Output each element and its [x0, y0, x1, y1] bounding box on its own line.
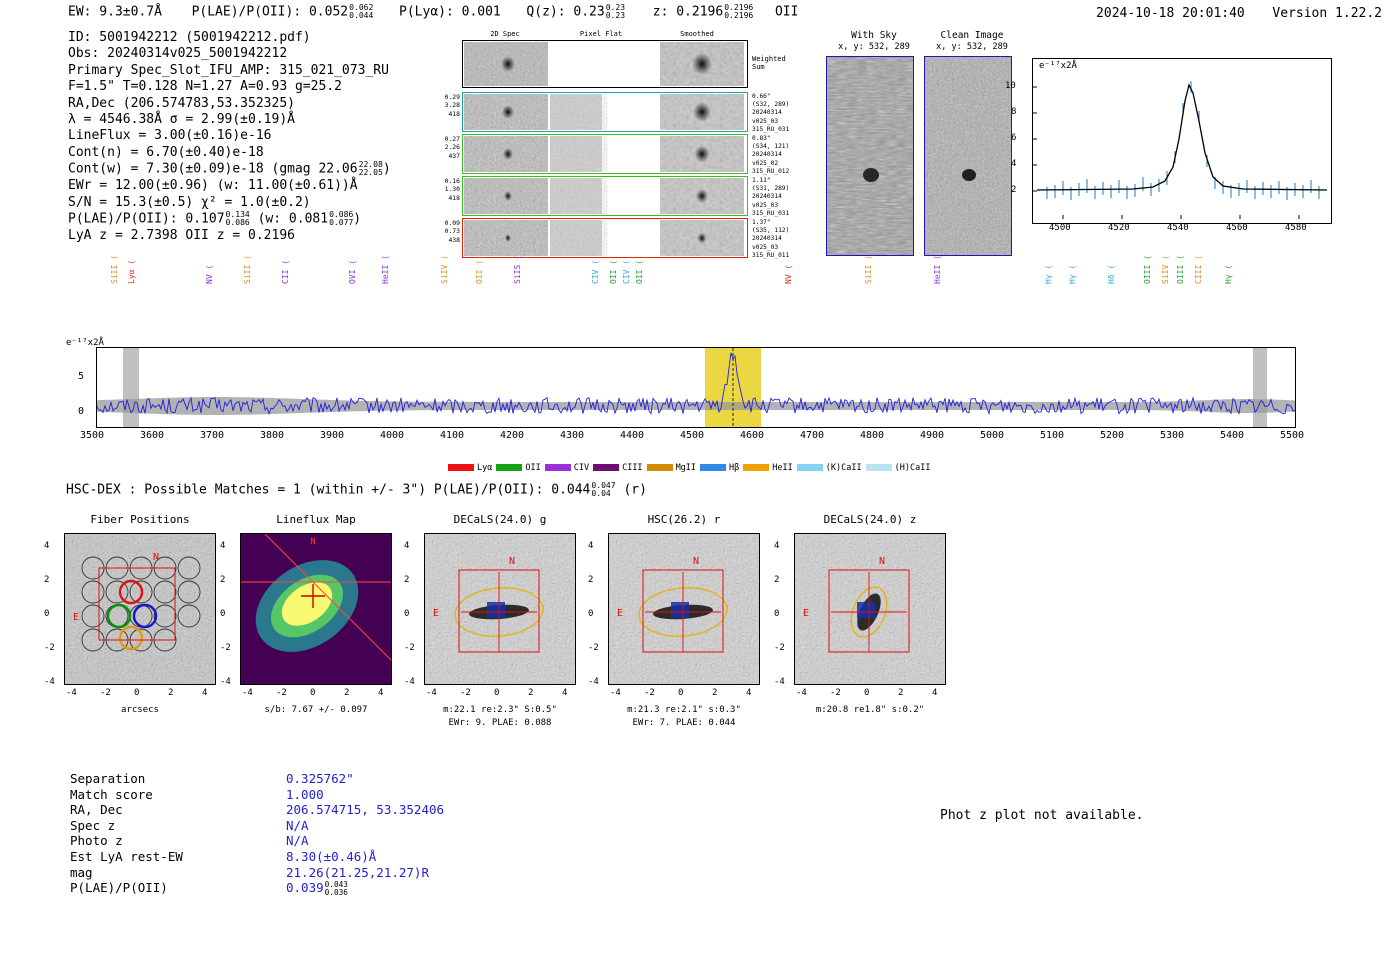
info-ewr: EWr = 12.00(±0.96) (w: 11.00(±0.61))Å [68, 178, 358, 194]
header-plae-poii: P(LAE)/P(OII): 0.052 [191, 4, 349, 20]
full-spectrum-plot [96, 347, 1296, 428]
imaging-panel-3-ytick-1: 2 [588, 575, 594, 585]
fullspec-xtick-3700: 3700 [200, 430, 225, 441]
zoomplot-xtick-4540: 4540 [1167, 223, 1189, 233]
match-detail-value-4: N/A [286, 833, 309, 849]
imaging-panel-1-title: Lineflux Map [276, 513, 356, 526]
legend-label-OII: OII [525, 463, 541, 473]
imaging-panel-0-ytick-0: 4 [44, 541, 50, 551]
imaging-panel-0 [44, 513, 216, 715]
zoomplot-ytick-8: 8 [1011, 107, 1017, 117]
match-details-table [70, 771, 444, 897]
header-plya: P(Lyα): 0.001 [399, 4, 501, 20]
emission-line-labels [96, 255, 1296, 347]
zoomplot-xtick-4580: 4580 [1285, 223, 1307, 233]
fullspec-xtick-4600: 4600 [740, 430, 765, 441]
fullspec-xtick-5100: 5100 [1040, 430, 1065, 441]
legend-item-Hβ [700, 463, 739, 473]
line-label-3: SiII ( [243, 255, 252, 284]
imaging-panel-2-title: DECaLS(24.0) g [453, 513, 547, 526]
line-label-0: SiII ( [110, 255, 120, 284]
summed-2dspec-image [464, 42, 548, 86]
imaging-panel-3-xtick-1: -2 [644, 688, 655, 698]
legend-item-CIII [593, 463, 642, 473]
match-detail-key-2: RA, Dec [70, 802, 123, 818]
fiber-row-3-pixelflat [550, 178, 658, 214]
match-detail-row [70, 802, 444, 818]
header-version: Version 1.22.2 [1272, 6, 1382, 21]
fullspec-xtick-4400: 4400 [620, 430, 645, 441]
zoomplot-ytick-4: 4 [1011, 159, 1017, 169]
fiber-row-2-smoothed [660, 136, 744, 172]
zoomplot-xtick-4520: 4520 [1108, 223, 1130, 233]
imaging-panel-2-ytick-2: 0 [404, 609, 410, 619]
line-label-4: CII ( [281, 259, 291, 284]
svg-text:N: N [693, 556, 700, 567]
fiber-row-1-2dspec [464, 94, 548, 130]
fiber-row-3-right-labels: 1.11" (S31, 289) 20240314 v025_03 315_RU_031 [752, 177, 790, 217]
imaging-panel-1 [220, 513, 392, 715]
imaging-panel-4-ytick-1: 2 [774, 575, 780, 585]
fullspec-xticks [80, 430, 1305, 446]
fiber-row-2-left-labels: 0.27 2.26 437 [444, 135, 460, 160]
imaging-panel-2 [404, 513, 576, 728]
legend-swatch-HeII [743, 464, 769, 471]
svg-text:N: N [310, 537, 316, 547]
legend-item-HeII [743, 463, 792, 473]
imaging-panel-1-ytick-1: 2 [220, 575, 226, 585]
svg-text:E: E [803, 608, 810, 619]
match-detail-key-0: Separation [70, 771, 146, 786]
line-label-6: HeII ( [381, 255, 390, 284]
legend-label-(K)CaII: (K)CaII [825, 463, 862, 473]
line-label-24: Hγ ( [1224, 264, 1233, 284]
header-ew: EW: 9.3±0.7Å [68, 4, 162, 20]
legend-label-Hβ: Hβ [729, 463, 740, 473]
line-label-7: SiIV ( [439, 255, 449, 284]
imaging-panel-1-ytick-3: -2 [220, 643, 231, 653]
fullspec-xtick-5200: 5200 [1100, 430, 1125, 441]
header-zline: OII [774, 4, 799, 20]
imaging-panel-3-ytick-3: -2 [588, 643, 599, 653]
imaging-panel-4-ytick-2: 0 [774, 609, 780, 619]
imaging-panel-4-image [794, 533, 946, 685]
imaging-panel-0-xtick-2: 0 [134, 688, 140, 698]
imaging-panel-4 [774, 513, 946, 715]
imaging-panel-1-image [240, 533, 392, 685]
imaging-panel-4-caption-1: m:20.8 re1.8" s:0.2" [815, 705, 925, 715]
imaging-panel-0-ytick-2: 0 [44, 609, 50, 619]
imaging-panel-0-ytick-1: 2 [44, 575, 50, 585]
svg-text:N: N [509, 556, 516, 567]
match-detail-row [70, 771, 444, 787]
legend-swatch-Lyα [448, 464, 474, 471]
legend-label-(H)CaII: (H)CaII [894, 463, 931, 473]
header-summary-line: EW: 9.3±0.7Å P(LAE)/P(OII): 0.0520.062 0.044 P(Lyα): 0.001 Q(z): 0.230.23 0.23 z: 0.21960.2196 0.2196 OII [68, 3, 799, 21]
weighted-sum-label: Weighted Sum [752, 55, 786, 71]
imaging-panel-2-ytick-3: -2 [404, 643, 415, 653]
legend-item-(H)CaII [866, 463, 931, 473]
imaging-panel-2-image [424, 533, 576, 685]
line-label-14: NV ( [784, 264, 794, 284]
imaging-panel-3-ytick-4: -4 [588, 677, 599, 687]
info-lineflux: LineFlux = 3.00(±0.16)e-16 [68, 128, 272, 144]
match-detail-key-5: Est LyA rest-EW [70, 848, 183, 864]
2d-spectra-panel [444, 30, 790, 259]
line-label-23: CIII ( [1194, 255, 1203, 284]
fullspec-xtick-5300: 5300 [1160, 430, 1185, 441]
imaging-panel-1-xtick-0: -4 [242, 688, 253, 698]
info-plae: P(LAE)/P(OII): 0.1070.134 0.086 (w: 0.0810.086 0.077) [68, 210, 362, 228]
imaging-panel-3-xtick-4: 4 [746, 688, 752, 698]
imaging-panel-row [0, 505, 1400, 728]
legend-swatch-(H)CaII [866, 464, 892, 471]
match-detail-value-1: 1.000 [286, 786, 324, 802]
match-detail-value-7: 0.039 [286, 880, 324, 896]
imaging-panel-2-ytick-1: 2 [404, 575, 410, 585]
imaging-panel-4-title: DECaLS(24.0) z [823, 513, 917, 526]
legend-label-CIII: CIII [622, 463, 643, 473]
line-label-19: Hδ ( [1107, 264, 1116, 284]
imaging-panel-0-xtick-0: -4 [66, 688, 77, 698]
imaging-panel-4-xtick-4: 4 [932, 688, 938, 698]
imaging-panel-2-xtick-1: -2 [460, 688, 471, 698]
svg-text:E: E [73, 612, 80, 623]
imaging-panel-0-image [64, 533, 216, 685]
imaging-panel-3-ytick-2: 0 [588, 609, 594, 619]
info-slot: Primary Spec_Slot_IFU_AMP: 315_021_073_RU [68, 62, 389, 78]
imaging-panel-1-xtick-2: 0 [310, 688, 316, 698]
fiber-row-1-smoothed [660, 94, 744, 130]
fullspec-xtick-4200: 4200 [500, 430, 525, 441]
imaging-panel-2-xtick-3: 2 [528, 688, 534, 698]
fullspec-yunit: e⁻¹⁷x2Å [66, 338, 104, 348]
legend-item-MgII [647, 463, 696, 473]
imaging-panel-4-xtick-1: -2 [830, 688, 841, 698]
fullspec-xtick-5400: 5400 [1220, 430, 1245, 441]
info-snr: S/N = 15.3(±0.5) χ² = 1.0(±0.2) [68, 194, 311, 210]
fullspec-xtick-4300: 4300 [560, 430, 585, 441]
info-lambda-sigma: λ = 4546.38Å σ = 2.99(±0.19)Å [68, 112, 295, 128]
legend-item-CIV [545, 463, 589, 473]
fiber-row-2-right-labels: 0.83" (S34, 121) 20240314 v025_02 315_RU_012 [752, 135, 790, 175]
imaging-panel-1-xtick-1: -2 [276, 688, 287, 698]
col-title-pixelflat: Pixel Flat [579, 30, 623, 38]
line-label-18: Hγ ( [1068, 264, 1077, 284]
header-qz: Q(z): 0.23 [526, 4, 605, 20]
zoomplot-ytick-2: 2 [1011, 185, 1017, 195]
cutout-clean-sub: x, y: 532, 289 [936, 42, 1008, 52]
line-label-22: OIII ( [1176, 255, 1185, 284]
info-obs: Obs: 20240314v025_5001942212 [68, 46, 288, 62]
svg-text:N: N [153, 552, 160, 563]
imaging-panel-3-image [608, 533, 760, 685]
info-id: ID: 5001942212 (5001942212.pdf) [68, 30, 311, 45]
imaging-panel-1-ytick-2: 0 [220, 609, 226, 619]
info-fwhm: F=1.5" T=0.128 N=1.27 A=0.93 g=25.2 [68, 79, 342, 95]
cutout-with-sky-sub: x, y: 532, 289 [838, 42, 910, 52]
col-title-smoothed: Smoothed [680, 30, 714, 38]
zoomplot-ytick-6: 6 [1011, 133, 1017, 143]
fiber-row-2-pixelflat [550, 136, 658, 172]
match-detail-value-5: 8.30(±0.46)Å [286, 848, 377, 864]
zoomplot-xtick-4500: 4500 [1049, 223, 1071, 233]
svg-text:E: E [617, 608, 624, 619]
match-detail-key-1: Match score [70, 786, 153, 802]
legend-swatch-CIII [593, 464, 619, 471]
imaging-panel-3-xtick-3: 2 [712, 688, 718, 698]
imaging-panel-2-caption-2: EWr: 9. PLAE: 0.088 [448, 718, 552, 728]
summed-smoothed-image [660, 42, 744, 86]
legend-item-(K)CaII [797, 463, 862, 473]
legend-label-CIV: CIV [573, 463, 590, 473]
legend-label-MgII: MgII [675, 463, 697, 473]
fullspec-xtick-4500: 4500 [680, 430, 705, 441]
match-detail-row [70, 849, 444, 865]
fiber-row-4-pixelflat [550, 220, 658, 256]
fullspec-xtick-3500: 3500 [80, 430, 105, 441]
fullspec-xtick-5000: 5000 [980, 430, 1005, 441]
legend-item-Lyα [448, 463, 492, 473]
match-detail-value-2: 206.574715, 53.352406 [286, 802, 445, 818]
match-detail-value-3: N/A [286, 817, 309, 833]
fullspec-xtick-4800: 4800 [860, 430, 885, 441]
fiber-row-4-right-labels: 1.37" (S35, 112) 20240314 v025_03 315_RU_011 [752, 219, 790, 259]
match-detail-key-6: mag [70, 864, 93, 880]
legend-label-Lyα: Lyα [477, 463, 493, 473]
fullspec-xtick-4100: 4100 [440, 430, 465, 441]
fullspec-xtick-3800: 3800 [260, 430, 285, 441]
imaging-panel-3-title: HSC(26.2) r [647, 513, 721, 526]
match-detail-key-7: P(LAE)/P(OII) [70, 880, 168, 896]
header-datetime-version [1096, 6, 1382, 21]
imaging-panel-2-caption-1: m:22.1 re:2.3" S:0.5" [443, 705, 557, 715]
legend-swatch-OII [496, 464, 522, 471]
match-detail-row: P(LAE)/P(OII) 0.0390.043 0.036 [70, 879, 348, 897]
fiber-row-1-left-labels: 0.29 3.28 418 [444, 93, 460, 118]
fullspec-xtick-3900: 3900 [320, 430, 345, 441]
zoomplot-ytick-10: 10 [1005, 81, 1016, 91]
spectrum-legend [448, 455, 934, 474]
imaging-panel-4-xtick-3: 2 [898, 688, 904, 698]
fiber-row-3-2dspec [464, 178, 548, 214]
imaging-panel-1-caption-1: s/b: 7.67 +/- 0.097 [264, 705, 368, 715]
cutout-with-sky-title: With Sky [851, 30, 897, 41]
emission-line-zoom-plot [1005, 58, 1332, 233]
line-label-1: Lyα ( [126, 259, 136, 284]
zoomplot-yunit: e⁻¹⁷x2Å [1039, 61, 1077, 71]
imaging-panel-3-caption-1: m:21.3 re:2.1" s:0.3" [627, 705, 741, 715]
fiber-row-2-2dspec [464, 136, 548, 172]
line-label-12: CIV ( [622, 259, 632, 284]
match-detail-key-4: Photo z [70, 833, 123, 849]
imaging-panel-2-ytick-4: -4 [404, 677, 415, 687]
legend-label-HeII: HeII [772, 463, 793, 473]
line-label-20: OIII ( [1143, 255, 1152, 284]
imaging-panel-1-xtick-3: 2 [344, 688, 350, 698]
imaging-panel-0-title: Fiber Positions [90, 513, 190, 526]
fiber-row-3-smoothed [660, 178, 744, 214]
info-cont-w: Cont(w) = 7.30(±0.09)e-18 (gmag 22.0622.08 22.05) [68, 160, 391, 178]
legend-swatch-(K)CaII [797, 464, 823, 471]
imaging-panel-4-ytick-3: -2 [774, 643, 785, 653]
fiber-row-4-2dspec [464, 220, 548, 256]
imaging-panel-2-xtick-0: -4 [426, 688, 437, 698]
imaging-panel-0-xtick-1: -2 [100, 688, 111, 698]
line-label-15: SiII ( [864, 255, 873, 284]
line-label-2: NV ( [205, 264, 215, 284]
svg-text:N: N [879, 556, 886, 567]
col-title-2dspec: 2D Spec [490, 30, 520, 38]
fullspec-xtick-4700: 4700 [800, 430, 825, 441]
info-redshifts: LyA z = 2.7398 OII z = 0.2196 [68, 228, 295, 244]
fiber-row-1-pixelflat [550, 94, 658, 130]
imaging-panel-4-ytick-4: -4 [774, 677, 785, 687]
legend-item-OII [496, 463, 540, 473]
line-label-5: OVI ( [348, 259, 357, 284]
match-detail-row [70, 865, 444, 881]
legend-swatch-MgII [647, 464, 673, 471]
imaging-panel-3-xtick-0: -4 [610, 688, 621, 698]
line-label-21: SiIV ( [1161, 255, 1170, 284]
line-label-16: HeII ( [933, 255, 942, 284]
line-label-11: OII ( [609, 259, 618, 284]
fullspec-xtick-4900: 4900 [920, 430, 945, 441]
hsc-dex-match-line: HSC-DEX : Possible Matches = 1 (within +/- 3") P(LAE)/P(OII): 0.0440.047 0.04 (r) [66, 481, 647, 499]
info-radec: RA,Dec (206.574783,53.352325) [68, 95, 295, 111]
imaging-panel-4-xtick-2: 0 [864, 688, 870, 698]
fullspec-ytick-5: 5 [78, 371, 85, 382]
fiber-row-3-left-labels: 0.16 1.30 418 [444, 177, 460, 202]
line-label-13: OII ( [635, 259, 645, 284]
fullspec-ytick-0: 0 [78, 406, 85, 417]
summed-pixelflat-image [550, 42, 658, 86]
imaging-panel-3-caption-2: EWr: 7. PLAE: 0.044 [632, 718, 736, 728]
info-cont-n: Cont(n) = 6.70(±0.40)e-18 [68, 144, 264, 160]
match-detail-value-6: 21.26(21.25,21.27)R [286, 864, 429, 880]
svg-text:E: E [433, 608, 440, 619]
match-detail-row [70, 833, 444, 849]
fiber-row-4-smoothed [660, 220, 744, 256]
header-datetime: 2024-10-18 20:01:40 [1096, 6, 1245, 21]
photoz-note: Phot z plot not available. [940, 808, 1144, 823]
fullspec-xtick-5500: 5500 [1280, 430, 1305, 441]
imaging-panel-0-ytick-3: -2 [44, 643, 55, 653]
imaging-panel-3-xtick-2: 0 [678, 688, 684, 698]
fullspec-xtick-4000: 4000 [380, 430, 405, 441]
imaging-panel-0-ytick-4: -4 [44, 677, 55, 687]
hsc-dex-suffix: (r) [623, 482, 647, 498]
fiber-row-4-left-labels: 0.09 0.73 438 [444, 219, 460, 244]
imaging-panel-4-xtick-0: -4 [796, 688, 807, 698]
detection-info-block [68, 30, 391, 245]
line-label-17: Hγ ( [1044, 264, 1053, 284]
match-detail-value-0: 0.325762" [286, 771, 354, 786]
imaging-panel-2-xtick-4: 4 [562, 688, 568, 698]
imaging-panel-3 [588, 513, 760, 728]
legend-swatch-Hβ [700, 464, 726, 471]
match-detail-row [70, 818, 444, 834]
imaging-panel-1-xtick-4: 4 [378, 688, 384, 698]
imaging-panel-1-ytick-0: 4 [220, 541, 226, 551]
cutout-clean-title: Clean Image [940, 30, 1004, 41]
imaging-panel-3-ytick-0: 4 [588, 541, 594, 551]
imaging-panel-1-ytick-4: -4 [220, 677, 231, 687]
imaging-panel-2-ytick-0: 4 [404, 541, 410, 551]
imaging-panel-4-ytick-0: 4 [774, 541, 780, 551]
legend-swatch-CIV [545, 464, 571, 471]
header-z: z: 0.2196 [652, 4, 724, 20]
imaging-panel-0-xtick-4: 4 [202, 688, 208, 698]
match-detail-row [70, 787, 444, 803]
line-label-8: OII ( [474, 259, 484, 284]
match-detail-key-3: Spec z [70, 817, 116, 833]
line-label-10: CIV ( [591, 259, 600, 284]
zoomplot-xtick-4560: 4560 [1226, 223, 1248, 233]
fiber-row-1-right-labels: 0.66" (S32, 289) 20240314 v025_03 315_RU_031 [752, 93, 790, 133]
imaging-panel-0-xtick-3: 2 [168, 688, 174, 698]
fullspec-xtick-3600: 3600 [140, 430, 165, 441]
hsc-dex-text: HSC-DEX : Possible Matches = 1 (within +/- 3") P(LAE)/P(OII): 0.044 [66, 482, 591, 498]
imaging-panel-2-xtick-2: 0 [494, 688, 500, 698]
imaging-panel-0-caption-1: arcsecs [121, 705, 159, 715]
line-label-9: SiIS ( [513, 255, 522, 284]
